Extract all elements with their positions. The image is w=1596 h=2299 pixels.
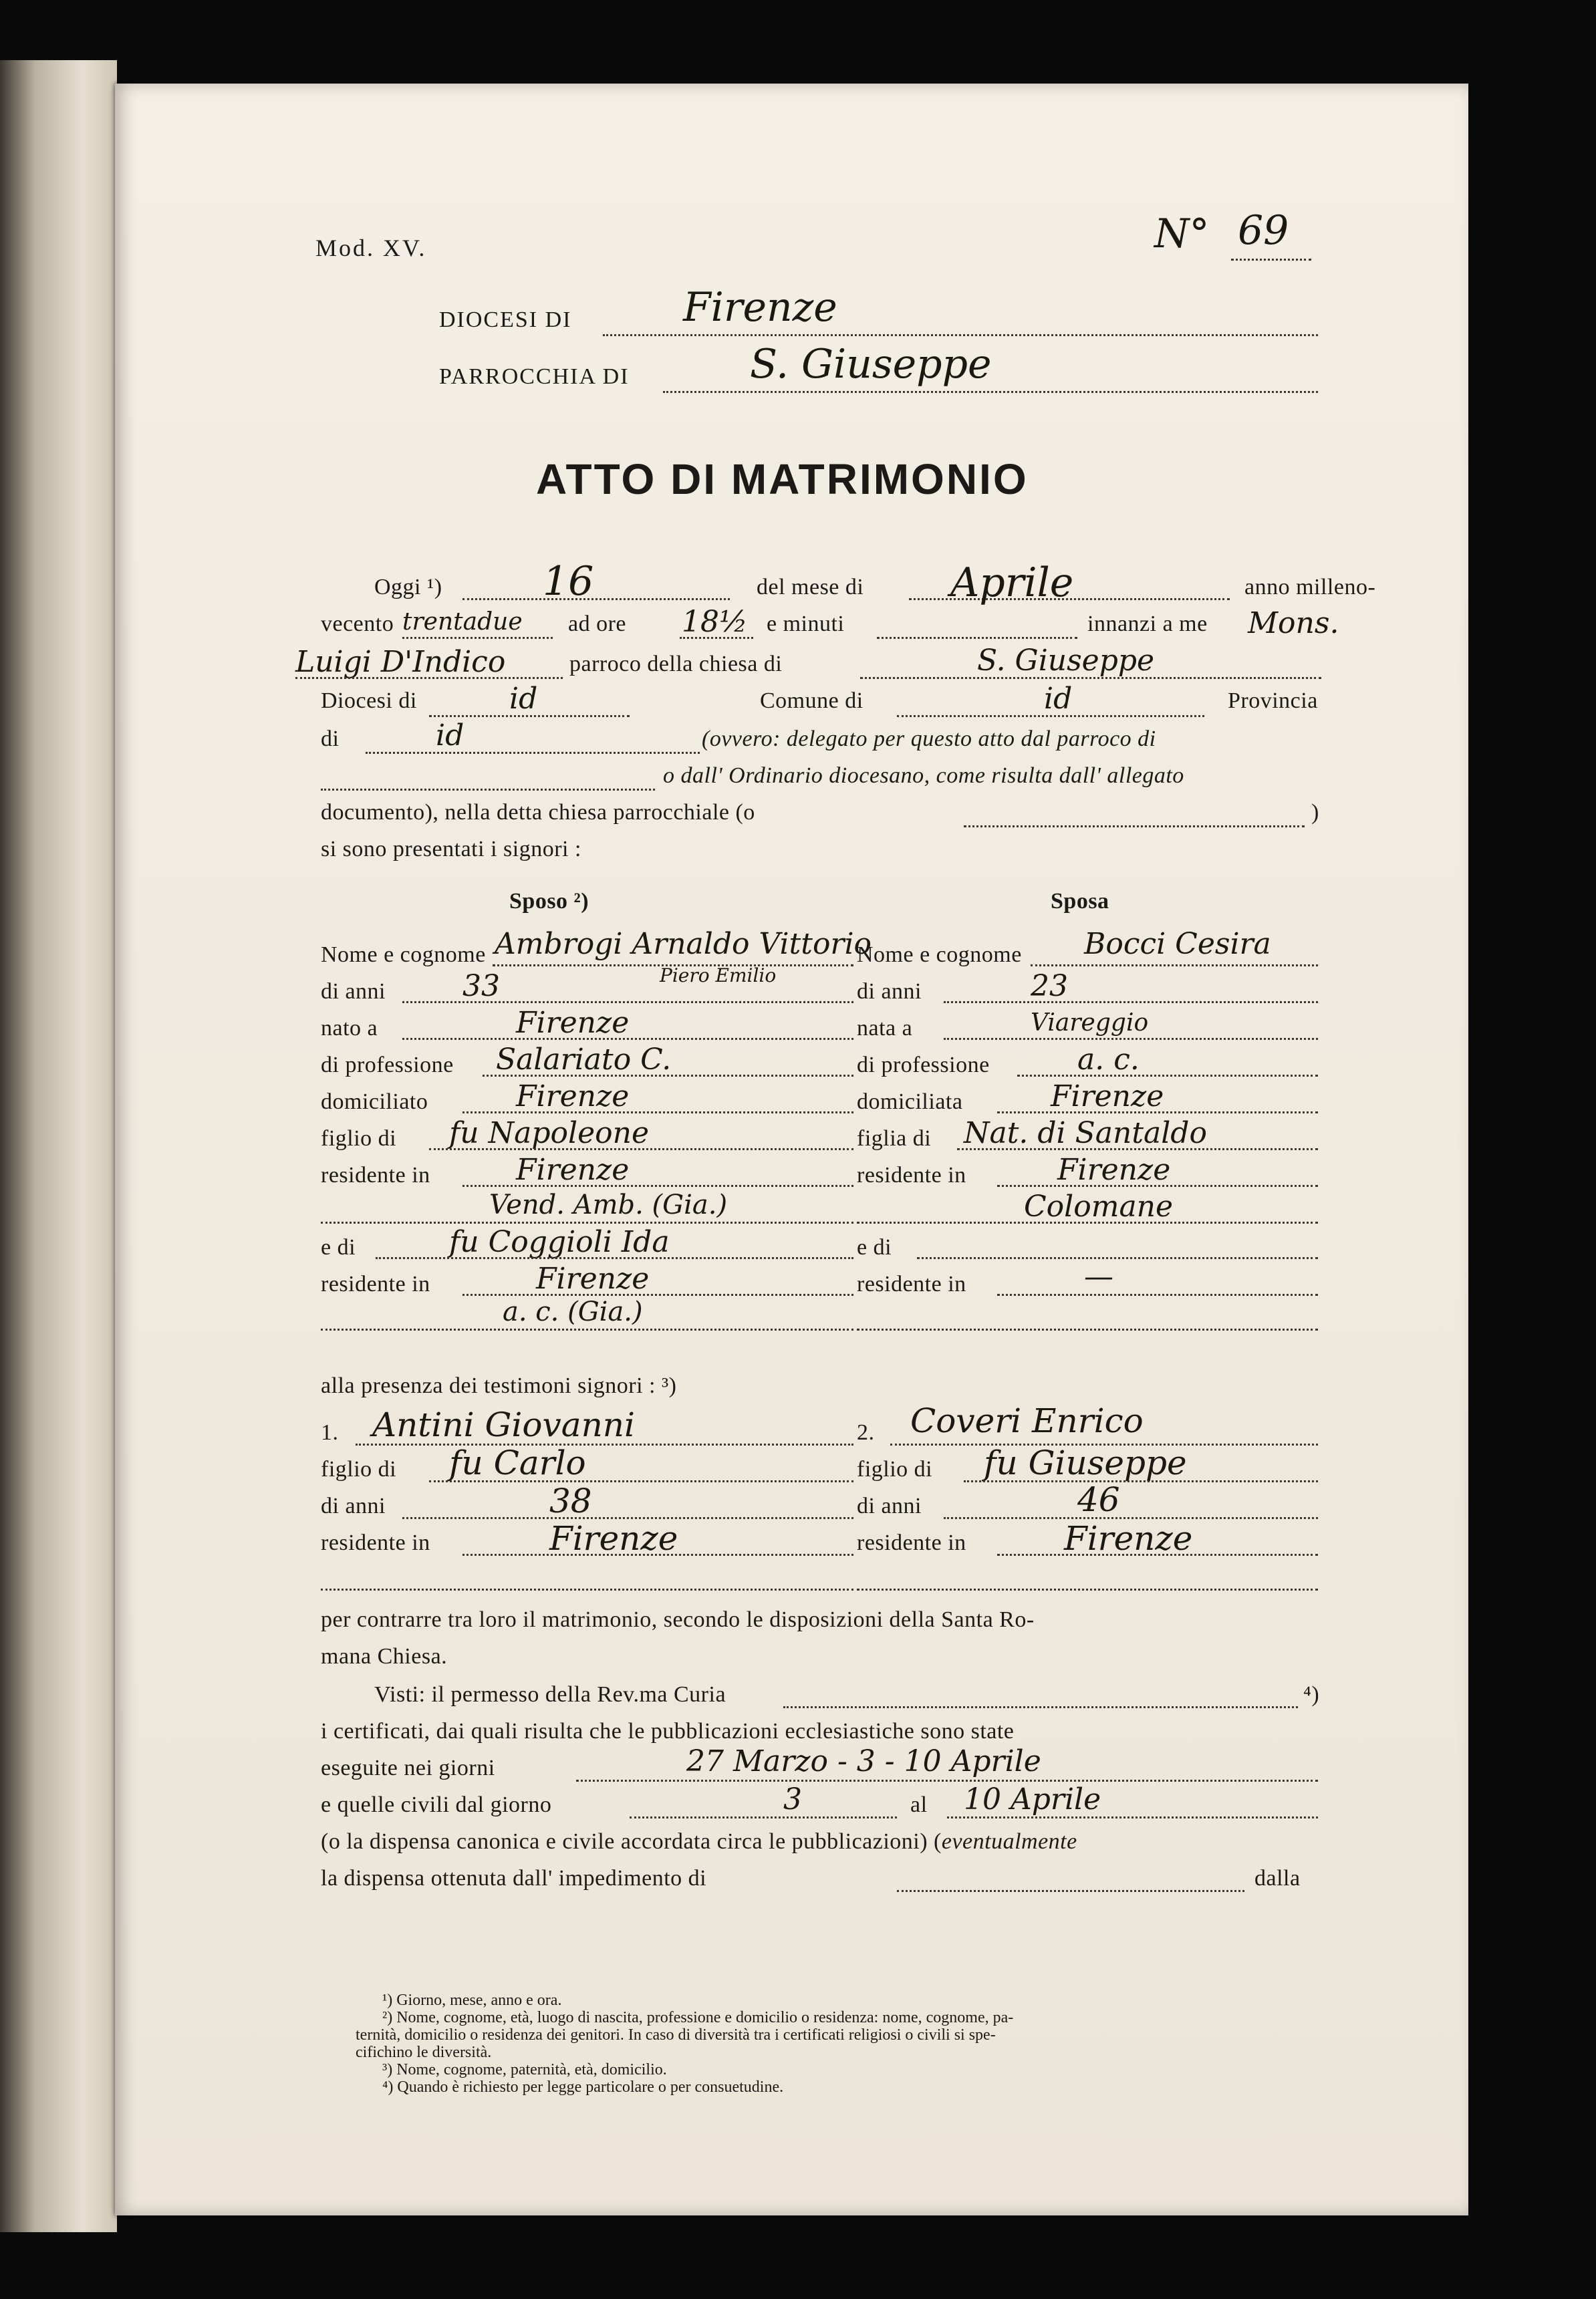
groom-name-note: Piero Emilio [660,964,777,986]
groom-father-value: fu Napoleone [449,1116,649,1150]
footnotes [356,1992,1331,2096]
documento-close: ) [1311,800,1319,825]
witness1-name-line [356,1444,853,1446]
bride-heading: Sposa [1051,889,1109,914]
groom-age-value: 33 [462,969,500,1003]
visti-text: Visti: il permesso della Rev.ma Curia [374,1682,726,1707]
bride-mother-line [917,1257,1318,1259]
groom-father-line [429,1148,853,1150]
witness2-age-label: di anni [857,1494,922,1518]
document-page [115,84,1468,2215]
groom-age-label: di anni [321,979,386,1004]
parish-line [663,391,1318,393]
bride-mother-label: e di [857,1235,892,1260]
witness1-age-value: 38 [549,1482,592,1520]
bride-mother-res-label: residente in [857,1272,966,1297]
year-label-a: anno milleno- [1244,575,1376,599]
bride-born-label: nata a [857,1016,913,1041]
footnote-3: ³) Nome, cognome, paternità, età, domicilio. [382,2061,667,2078]
minutes-label: e minuti [767,612,845,636]
bride-domicile-label: domiciliata [857,1089,963,1114]
left-page-edge [0,60,117,2232]
eseguite-line [576,1780,1318,1782]
month-label: del mese di [757,575,864,599]
bride-father-value: Nat. di Santaldo [964,1116,1207,1150]
bride-job-label: di professione [857,1053,990,1077]
diocese-of-line [429,715,630,717]
visti-mark: ⁴) [1303,1682,1320,1707]
groom-mother-res-label: residente in [321,1272,430,1297]
diocese-value: Firenze [683,284,837,331]
dalla-label: dalla [1254,1866,1301,1891]
di-label: di [321,726,340,751]
priest-name: Luigi D'Indico [295,645,506,679]
groom-father-note-line [321,1222,853,1224]
witness1-name: Antini Giovanni [372,1405,635,1444]
bride-father-note: Colomane [1024,1190,1174,1224]
groom-mother-note: a. c. (Gia.) [503,1297,643,1327]
groom-name-value: Ambrogi Arnaldo Vittorio [495,927,872,961]
record-number-value: 69 [1238,207,1289,254]
dispensa-line-2: la dispensa ottenuta dall' impedimento di [321,1866,707,1891]
province-line [366,752,700,754]
priest-line [295,677,563,679]
day-line [462,598,730,600]
ovvero-text-1: (ovvero: delegato per questo atto dal parroco di [702,726,1156,751]
witness2-name: Coveri Enrico [910,1401,1144,1440]
year-line [402,637,553,639]
diocese-label: DIOCESI DI [439,307,572,332]
al-label: al [910,1792,928,1817]
vecento-label: vecento [321,612,394,636]
groom-name-label: Nome e cognome [321,942,486,967]
groom-mother-label: e di [321,1235,356,1260]
parish-value: S. Giuseppe [750,341,992,388]
bride-name-line [1031,964,1318,966]
groom-job-line [483,1075,853,1077]
footnote-2: ²) Nome, cognome, età, luogo di nascita, professione e domicilio o residenza: nome, cognome, pa- [382,2009,1014,2026]
before-me-label: innanzi a me [1087,612,1208,636]
footnote-2-cont: ternità, domicilio o residenza dei genitori. In caso di diversità tra i certificati religiosi o civili si spe- [356,2026,996,2044]
model-number: Mod. XV. [315,235,427,261]
parish-church-label: parroco della chiesa di [569,652,783,676]
civili-to: 10 Aprile [964,1782,1101,1816]
ovvero-text-2: o dall' Ordinario diocesano, come risulta dall' allegato [663,763,1184,788]
groom-mother-note-line [321,1329,853,1331]
priest-title: Mons. [1248,606,1339,640]
closing-line-1: per contrarre tra loro il matrimonio, secondo le disposizioni della Santa Ro- [321,1607,1035,1632]
document-title: ATTO DI MATRIMONIO [536,455,1029,503]
bride-domicile-value: Firenze [1051,1079,1164,1113]
comune-label: Comune di [760,688,863,713]
hour-line [680,637,753,639]
documento-line [964,825,1305,827]
oggi-label: Oggi ¹) [374,575,442,599]
witness1-age-label: di anni [321,1494,386,1518]
day-value: 16 [543,558,594,605]
footnote-4: ⁴) Quando è richiesto per legge particolare o per consuetudine. [382,2078,784,2096]
groom-age-line [402,1001,853,1003]
witness1-res-label: residente in [321,1530,430,1555]
diocese-line [603,334,1318,336]
witness2-res-line [997,1554,1318,1556]
groom-domicile-label: domiciliato [321,1089,428,1114]
bride-job-line [1017,1075,1318,1077]
groom-born-value: Firenze [516,1006,630,1040]
diocese-of-value: id [509,682,538,716]
hour-label: ad ore [568,612,627,636]
groom-father-label: figlio di [321,1126,397,1151]
groom-born-line [402,1038,853,1040]
closing-line-2: mana Chiesa. [321,1644,448,1669]
bride-age-value: 23 [1031,969,1068,1003]
documento-text: documento), nella detta chiesa parrocchiale (o [321,800,755,825]
witness1-father-value: fu Carlo [449,1444,586,1482]
witness1-res-value: Firenze [549,1519,678,1558]
footnote-2-end: cifichino le diversità. [356,2044,492,2061]
groom-heading: Sposo ²) [509,889,589,914]
comune-value: id [1044,682,1073,716]
bride-age-label: di anni [857,979,922,1004]
presentati-text: si sono presentati i signori : [321,837,581,861]
record-number-label: N° [1154,211,1210,257]
civili-label: e quelle civili dal giorno [321,1792,552,1817]
church-line [860,677,1321,679]
groom-mother-value: fu Coggioli Ida [449,1225,670,1259]
record-number-line [1231,259,1311,261]
dispensa-line-1 [321,1829,1077,1855]
diocese-of-label: Diocesi di [321,688,417,713]
bride-age-line [944,1001,1318,1003]
witness2-father-line [964,1480,1318,1482]
dispensa-text-a: (o la dispensa canonica e civile accordata circa le pubblicazioni) ( [321,1829,942,1854]
bride-born-value: Viareggio [1031,1009,1149,1037]
delegate-line [321,789,655,791]
month-value: Aprile [950,559,1074,606]
church-value: S. Giuseppe [977,644,1155,678]
province-value: id [436,718,464,753]
bride-father-line [957,1148,1318,1150]
dispensa-text-b: eventualmente [941,1829,1077,1854]
witness1-number: 1. [321,1420,339,1445]
certificati-text: i certificati, dai quali risulta che le pubblicazioni ecclesiastiche sono state [321,1719,1015,1744]
witness1-father-label: figlio di [321,1457,397,1482]
groom-mother-res-value: Firenze [536,1262,650,1296]
witness2-res-value: Firenze [1064,1519,1193,1558]
bride-father-res-line [997,1185,1318,1187]
groom-mother-res-line [462,1294,853,1296]
groom-job-value: Salariato C. [496,1043,672,1077]
witness2-number: 2. [857,1420,875,1445]
bride-father-label: figlia di [857,1126,932,1151]
groom-father-res-line [462,1185,853,1187]
witness1-extra-line [321,1589,853,1591]
civili-from: 3 [783,1782,802,1816]
bride-mother-res-line [997,1294,1318,1296]
witness2-father-label: figlio di [857,1457,933,1482]
province-label: Provincia [1228,688,1318,713]
bride-father-res-value: Firenze [1057,1153,1171,1187]
hour-value: 18½ [682,605,748,639]
parish-label: PARROCCHIA DI [439,364,630,389]
bride-born-line [944,1038,1318,1040]
groom-domicile-value: Firenze [516,1079,630,1113]
bride-domicile-line [997,1111,1318,1113]
witness2-extra-line [857,1589,1318,1591]
groom-mother-line [376,1257,853,1259]
witness2-father-value: fu Giuseppe [984,1444,1187,1482]
civili-from-line [630,1816,897,1818]
impedimento-line [897,1890,1244,1892]
groom-job-label: di professione [321,1053,454,1077]
witness2-res-label: residente in [857,1530,966,1555]
bride-mother-res-value: — [1084,1260,1113,1294]
bride-father-note-line [857,1222,1318,1224]
eseguite-value: 27 Marzo - 3 - 10 Aprile [686,1744,1041,1778]
groom-father-res-value: Firenze [516,1153,630,1187]
civili-to-line [947,1816,1318,1818]
minutes-line [877,637,1077,639]
footnote-1: ¹) Giorno, mese, anno e ora. [382,1992,562,2009]
groom-born-label: nato a [321,1016,378,1041]
groom-father-res-label: residente in [321,1163,430,1188]
curia-line [783,1706,1298,1708]
bride-name-value: Bocci Cesira [1084,927,1271,961]
bride-job-value: a. c. [1077,1043,1140,1077]
year-value: trentadue [402,608,523,636]
groom-father-note: Vend. Amb. (Gia.) [489,1190,728,1220]
witness2-age-value: 46 [1077,1480,1120,1519]
comune-line [897,715,1204,717]
witnesses-intro: alla presenza dei testimoni signori : ³) [321,1373,677,1398]
eseguite-label: eseguite nei giorni [321,1756,495,1780]
bride-mother-note-line [857,1329,1318,1331]
groom-domicile-line [462,1111,853,1113]
witness1-father-line [429,1480,853,1482]
witness1-res-line [462,1554,853,1556]
bride-father-res-label: residente in [857,1163,966,1188]
bride-name-label: Nome e cognome [857,942,1022,967]
